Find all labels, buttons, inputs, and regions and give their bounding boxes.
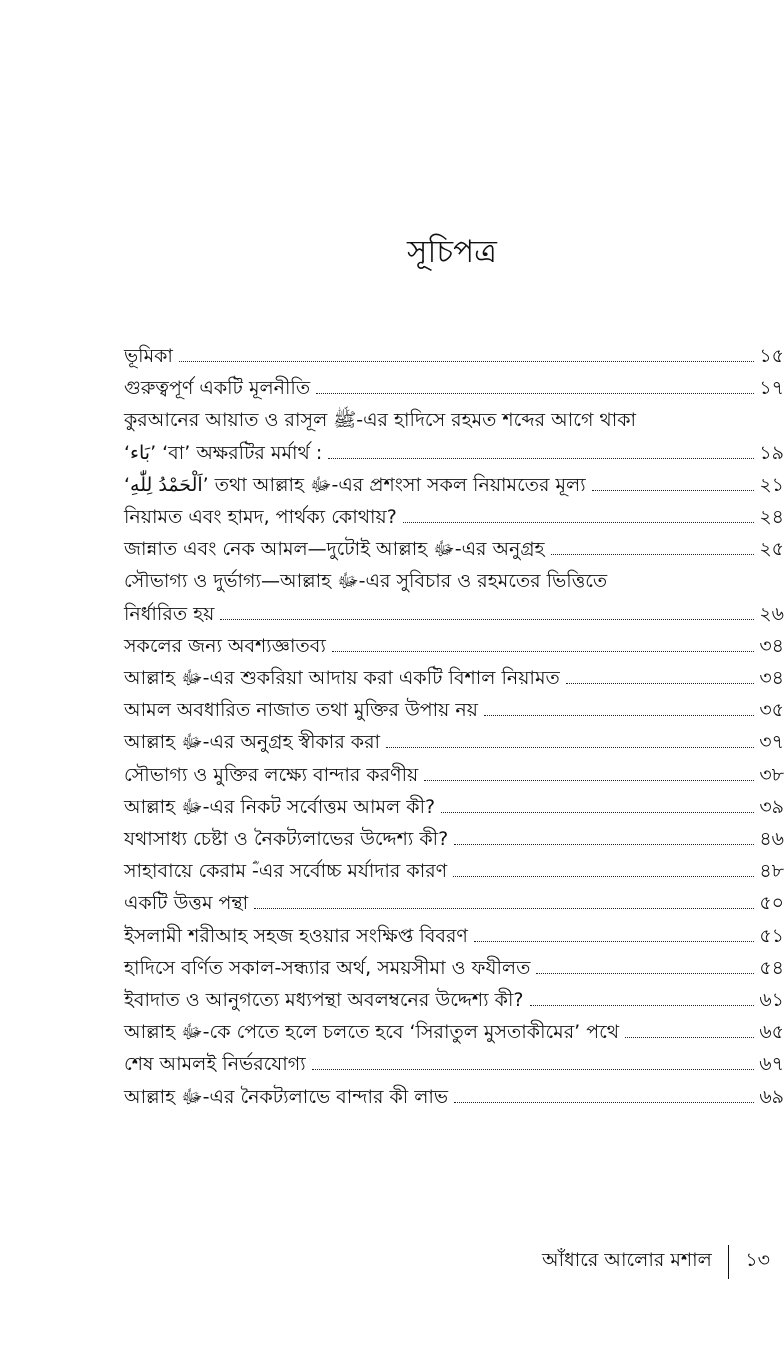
dot-leader	[386, 747, 754, 748]
footer-divider	[728, 1245, 730, 1279]
toc-entry[interactable]	[124, 340, 784, 372]
toc-entry-title: আল্লাহ ﷻ-কে পেতে হলে চলতে হবে ‘সিরাতুল মুসতাকীমের’ পথে	[124, 1021, 620, 1044]
dot-leader	[474, 941, 754, 942]
dot-leader	[530, 1005, 755, 1006]
dot-leader	[453, 876, 754, 877]
toc-entry[interactable]	[124, 920, 784, 952]
toc-entry-title: আল্লাহ ﷻ-এর অনুগ্রহ স্বীকার করা	[124, 731, 381, 754]
toc-entry[interactable]	[124, 437, 784, 469]
toc-entry[interactable]	[124, 855, 784, 887]
toc-entry[interactable]	[124, 533, 784, 565]
dot-leader	[220, 619, 754, 620]
toc-entry-page: ৬১	[759, 989, 784, 1012]
dot-leader	[551, 554, 754, 555]
toc-entry-title: আল্লাহ ﷻ-এর নিকট সর্বোত্তম আমল কী?	[124, 795, 436, 818]
toc-entry[interactable]	[124, 662, 784, 694]
toc-entry-page: ৩৮	[759, 763, 784, 786]
toc-entry-title: ইসলামী শরীআহ সহজ হওয়ার সংক্ষিপ্ত বিবরণ	[124, 924, 468, 947]
toc-entry-title: ভূমিকা	[124, 345, 173, 367]
toc-entry-page: ৪৮	[759, 860, 784, 883]
toc-entry-title: সকলের জন্য অবশ্যজ্ঞাতব্য	[124, 634, 326, 657]
toc-entry-title: ‘بَاء’ ‘বা’ অক্ষরটির মর্মার্থ :	[124, 441, 323, 464]
toc-entry-page: ৬৫	[759, 1021, 784, 1044]
dot-leader	[536, 973, 754, 974]
dot-leader	[254, 908, 754, 909]
toc-entry-title: ‘اَلْحَمْدُ لِلّٰهِ’ তথা আল্লাহ ﷻ-এর প্রশংসা সকল নিয়ামতের মূল্য	[124, 473, 586, 496]
toc-entry-page: ২৪	[759, 506, 784, 529]
toc-entry-title: শেষ আমলই নির্ভরযোগ্য	[124, 1053, 306, 1076]
toc-entry-page: ৩৭	[759, 731, 784, 754]
toc-entry-page: ৫০	[759, 892, 784, 915]
toc-entry-page: ৩৫	[759, 699, 784, 722]
dot-leader	[454, 1102, 754, 1103]
toc-entry-title: যথাসাধ্য চেষ্টা ও নৈকট্যলাভের উদ্দেশ্য কী?	[124, 828, 449, 851]
dot-leader	[484, 715, 754, 716]
toc-entry[interactable]	[124, 887, 784, 919]
toc-entry-title: হাদিসে বর্ণিত সকাল-সন্ধ্যার অর্থ, সময়সীমা ও ফযীলত	[124, 956, 531, 979]
toc-entry[interactable]	[124, 630, 784, 662]
toc-entry-page: ৬৯	[759, 1085, 784, 1108]
dot-leader	[332, 651, 754, 652]
dot-leader	[625, 1037, 754, 1038]
toc-entry[interactable]	[124, 598, 784, 630]
toc-entry-title-line1[interactable]: সৌভাগ্য ও দুর্ভাগ্য—আল্লাহ ﷻ-এর সুবিচার ও রহমতের ভিত্তিতে	[124, 570, 608, 593]
toc-entry-page: ১৯	[759, 441, 784, 464]
table-of-contents	[124, 340, 784, 1113]
toc-entry-page: ৫১	[759, 924, 784, 947]
toc-entry[interactable]	[124, 469, 784, 501]
toc-entry[interactable]	[124, 823, 784, 855]
toc-entry-page: ২৫	[759, 538, 784, 561]
dot-leader	[424, 780, 754, 781]
toc-entry[interactable]	[124, 1081, 784, 1113]
toc-entry-page: ৩৯	[759, 795, 784, 818]
toc-entry-page: ৪৬	[759, 828, 784, 851]
toc-entry-title: গুরুত্বপূর্ণ একটি মূলনীতি	[124, 377, 311, 400]
toc-entry[interactable]	[124, 1048, 784, 1080]
dot-leader	[316, 393, 754, 394]
toc-entry-title-line1[interactable]: কুরআনের আয়াত ও রাসূল ﷺ-এর হাদিসে রহমত শব্দের আগে থাকা	[124, 409, 637, 432]
toc-entry[interactable]	[124, 952, 784, 984]
dot-leader	[328, 458, 754, 459]
toc-entry-title: নির্ধারিত হয়	[124, 602, 215, 625]
book-title: আঁধারে আলোর মশাল	[541, 1249, 712, 1271]
dot-leader	[454, 844, 754, 845]
toc-entry-page: ১৫	[759, 345, 784, 367]
toc-entry-title: একটি উত্তম পন্থা	[124, 892, 249, 915]
toc-entry[interactable]	[124, 984, 784, 1016]
toc-entry[interactable]	[124, 791, 784, 823]
toc-entry-page: ২৬	[759, 602, 784, 625]
toc-entry-title: সৌভাগ্য ও মুক্তির লক্ষ্যে বান্দার করণীয়	[124, 763, 419, 786]
dot-leader	[441, 812, 754, 813]
toc-entry[interactable]	[124, 501, 784, 533]
toc-entry[interactable]	[124, 694, 784, 726]
toc-entry-page: ১৭	[759, 377, 784, 400]
toc-entry-title: আল্লাহ ﷻ-এর নৈকট্যলাভে বান্দার কী লাভ	[124, 1085, 449, 1108]
page-footer	[542, 1245, 770, 1279]
toc-entry-title: আল্লাহ ﷻ-এর শুকরিয়া আদায় করা একটি বিশাল নিয়ামত	[124, 667, 560, 690]
toc-entry-title: আমল অবধারিত নাজাত তথা মুক্তির উপায় নয়	[124, 699, 478, 722]
toc-entry-page: ৩৪	[759, 634, 784, 657]
toc-entry[interactable]	[124, 1016, 784, 1048]
page-number: ১৩	[745, 1249, 770, 1271]
toc-entry-page: ৫৪	[759, 956, 784, 979]
toc-entry[interactable]	[124, 726, 784, 758]
dot-leader	[592, 490, 754, 491]
dot-leader	[403, 522, 754, 523]
toc-entry-title: সাহাবায়ে কেরাম ؓ-এর সর্বোচ্চ মর্যাদার কারণ	[124, 860, 448, 883]
toc-entry-page: ২১	[759, 473, 784, 496]
toc-entry[interactable]	[124, 759, 784, 791]
dot-leader	[179, 361, 754, 362]
dot-leader	[566, 683, 754, 684]
dot-leader	[312, 1069, 754, 1070]
toc-entry-page: ৩৪	[759, 667, 784, 690]
toc-entry[interactable]	[124, 372, 784, 404]
page-title: সূচিপত্র	[407, 234, 497, 270]
toc-entry-title: নিয়ামত এবং হামদ, পার্থক্য কোথায়?	[124, 506, 397, 529]
toc-entry-page: ৬৭	[759, 1053, 784, 1076]
toc-entry-title: ইবাদাত ও আনুগত্যে মধ্যপন্থা অবলম্বনের উদ্দেশ্য কী?	[124, 989, 524, 1012]
toc-entry-title: জান্নাত এবং নেক আমল—দুটোই আল্লাহ ﷻ-এর অনুগ্রহ	[124, 538, 545, 561]
